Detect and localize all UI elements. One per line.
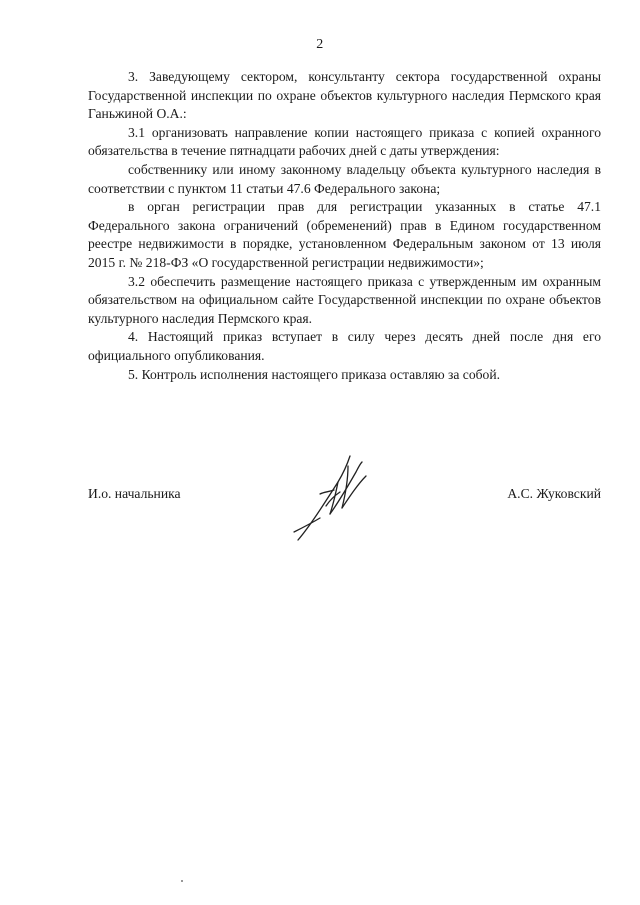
paragraph-recipient-registry: в орган регистрации прав для регистрации указанных в статье 47.1 Федерального закона ограничений (обременений) прав в Едином государственном реестре недвижимости в порядке, установленном Федеральным законом от 13 июля 2015 г. № 218-ФЗ «О государственной регистрации недвижимости»; xyxy=(88,199,601,270)
paragraph-item-3: 3. Заведующему сектором, консультанту сектора государственной охраны Государственной инспекции по охране объектов культурного наследия Пермского края Ганьжиной О.А.: xyxy=(88,69,601,122)
document-body xyxy=(88,68,601,384)
handwritten-signature xyxy=(290,452,370,544)
signatory-name: А.С. Жуковский xyxy=(507,486,601,501)
paragraph-recipient-owner: собственнику или иному законному владельцу объекта культурного наследия в соответствии с пунктом 11 статьи 47.6 Федерального закона; xyxy=(88,161,601,196)
signatory-title: И.о. начальника xyxy=(88,486,181,501)
paragraph-item-5: 5. Контроль исполнения настоящего приказа оставляю за собой. xyxy=(128,366,501,382)
scan-mark xyxy=(181,880,183,882)
paragraph-item-4: 4. Настоящий приказ вступает в силу через десять дней после дня его официального опубликования. xyxy=(88,329,601,363)
page-number: 2 xyxy=(316,37,324,52)
paragraph-item-3-2: 3.2 обеспечить размещение настоящего приказа с утвержденным им охранным обязательством на официальном сайте Государственной инспекции по охране объектов культурного наследия Пермского края. xyxy=(88,273,601,326)
paragraph-item-3-1: 3.1 организовать направление копии настоящего приказа с копией охранного обязательства в течение пятнадцати рабочих дней с даты утверждения: xyxy=(88,124,601,159)
